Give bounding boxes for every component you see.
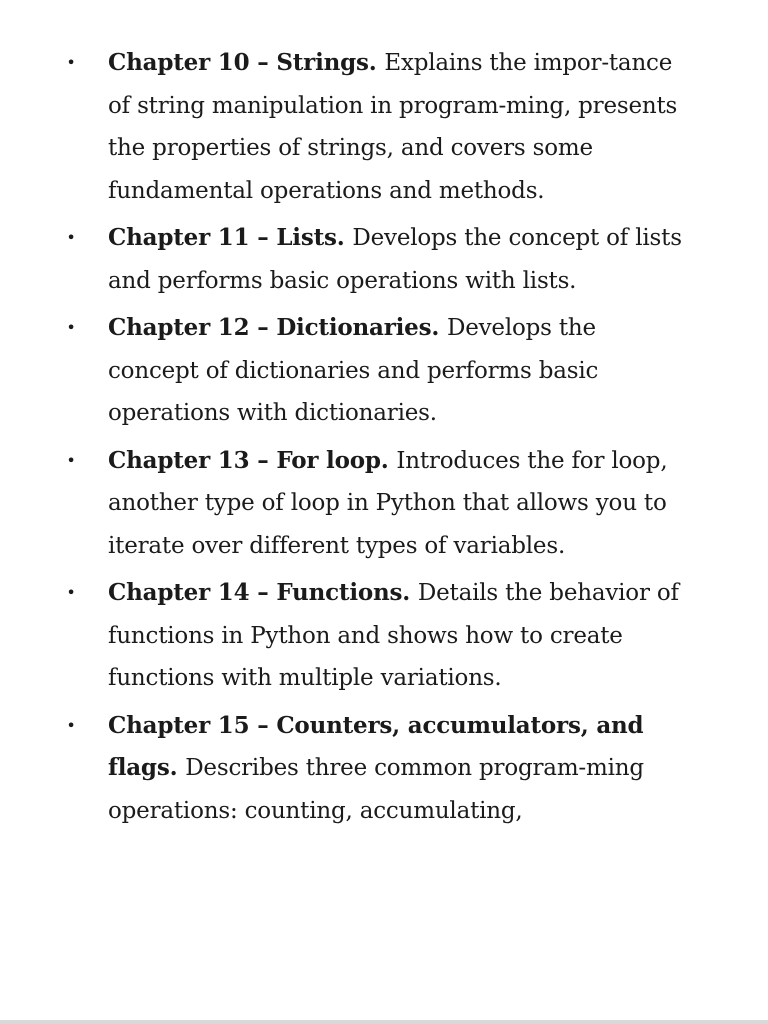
chapter-list (66, 42, 688, 832)
chapter-description: Describes three common program-ming operations: counting, accumulating, (108, 755, 644, 824)
bullet-icon: • (66, 715, 76, 735)
bullet-icon: • (66, 450, 76, 470)
chapter-title: Chapter 14 – Functions. (108, 579, 418, 606)
chapter-description: Explains the impor-tance of string manipulation in program-ming, presents the properties of strings, and covers some fundamental operations and methods. (108, 50, 678, 204)
chapter-title: Chapter 10 – Strings. (108, 49, 385, 76)
bullet-icon: • (66, 228, 76, 247)
bullet-icon: • (66, 583, 76, 602)
list-item-chapter-12 (66, 307, 688, 435)
list-item-chapter-10 (66, 42, 688, 212)
chapter-title: Chapter 15 – Counters, accumulators, and flags. (108, 711, 644, 781)
chapter-title: Chapter 12 – Dictionaries. (108, 314, 447, 341)
chapter-title: Chapter 11 – Lists. (108, 224, 353, 251)
chapter-description: Introduces the for loop, another type of loop in Python that allows you to iterate over different types of variables. (108, 447, 668, 559)
page-bottom-edge (0, 1020, 768, 1024)
bullet-icon: • (66, 318, 76, 337)
list-item-chapter-15 (66, 705, 688, 833)
list-item-chapter-13 (66, 440, 688, 568)
chapter-title: Chapter 13 – For loop. (108, 446, 397, 474)
list-item-chapter-14 (66, 572, 688, 700)
chapter-description: Details the behavior of functions in Python and shows how to create functions with multiple variations. (108, 580, 679, 691)
chapter-description: Develops the concept of dictionaries and performs basic operations with dictionaries. (108, 315, 599, 426)
chapter-description: Develops the concept of lists and performs basic operations with lists. (108, 225, 682, 294)
bullet-icon: • (66, 53, 76, 72)
list-item-chapter-11 (66, 217, 688, 302)
